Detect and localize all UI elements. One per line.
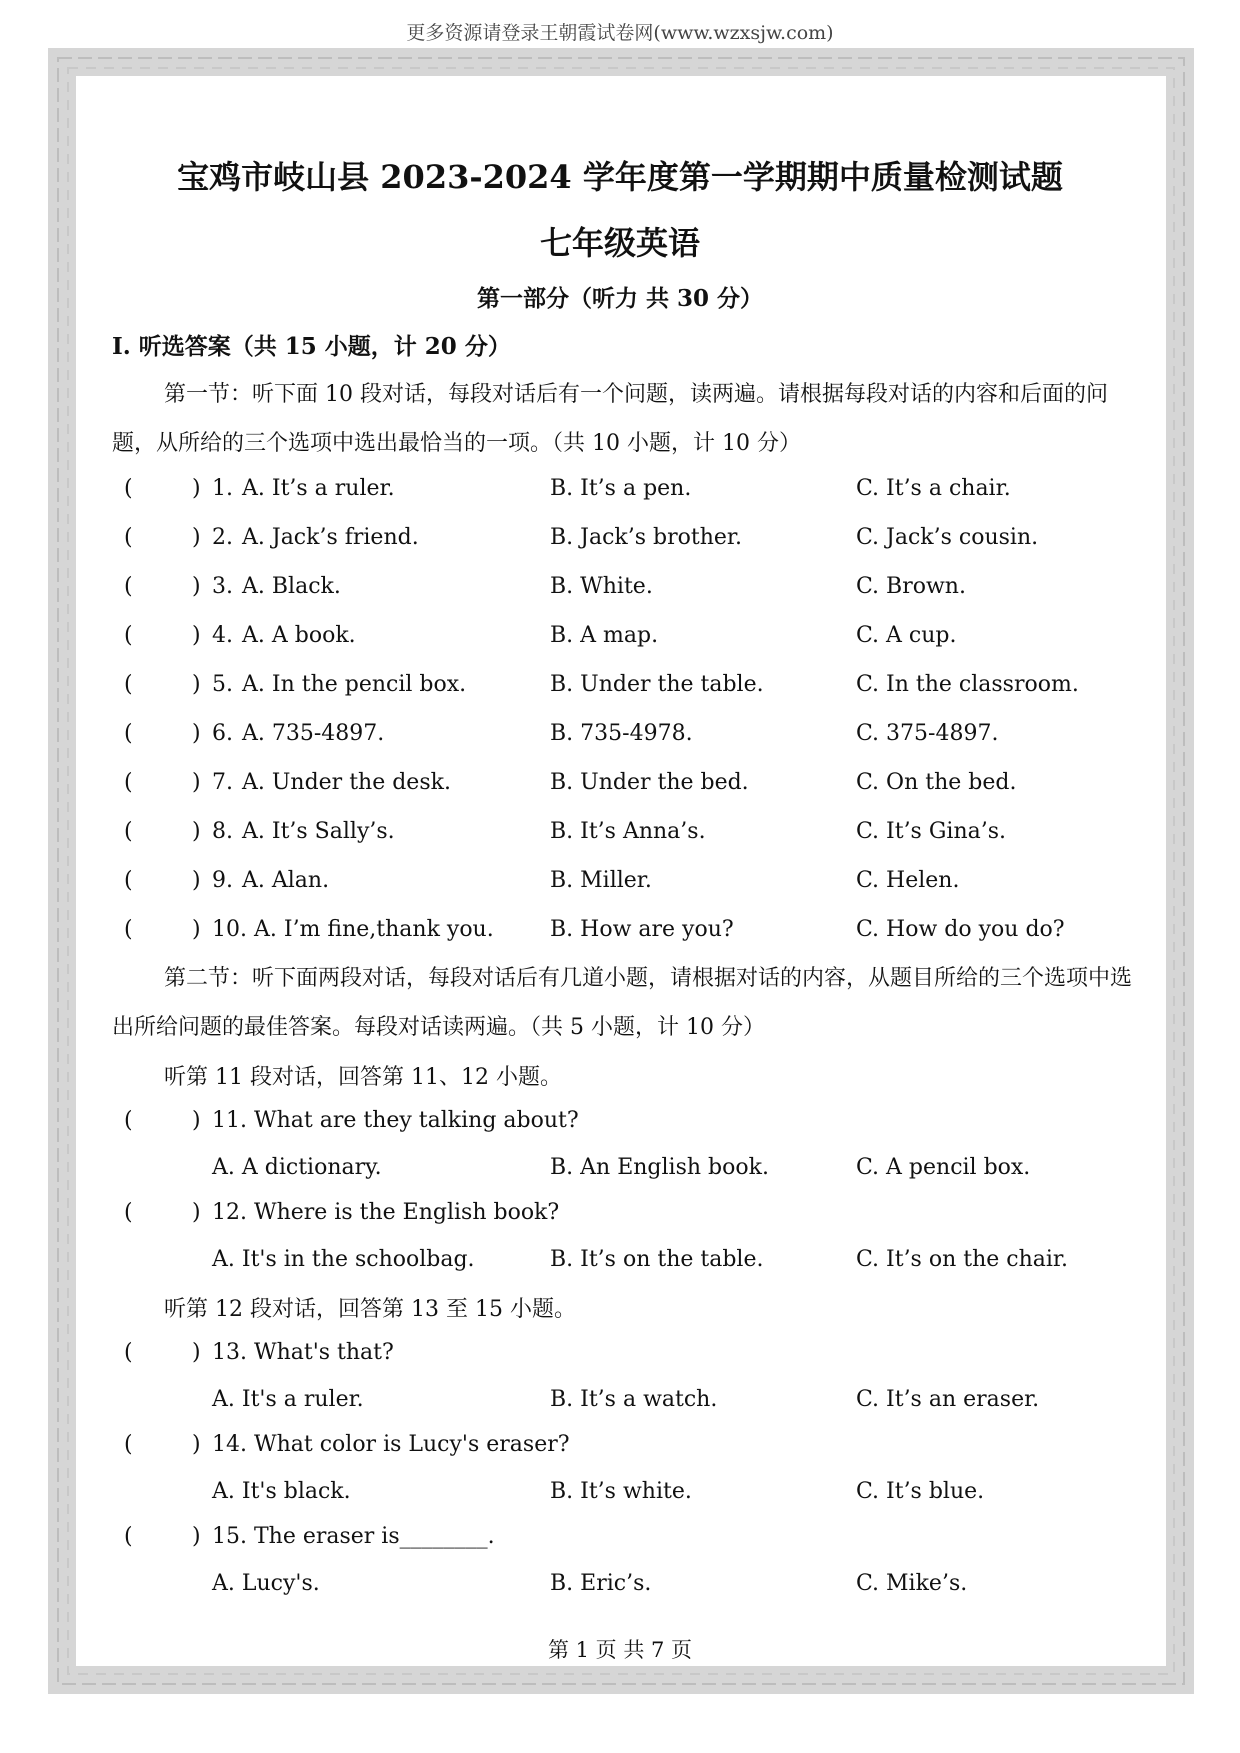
option-b: B. It’s a watch. xyxy=(550,1387,718,1412)
option-a: A. It's in the schoolbag. xyxy=(212,1247,475,1272)
answer-bracket-close: ) xyxy=(192,574,201,599)
option-b: B. It’s white. xyxy=(550,1479,692,1504)
options-row xyxy=(112,1479,1132,1519)
option-b: B. It’s a pen. xyxy=(550,476,692,501)
question-number: 3. xyxy=(212,574,233,599)
option-a: A. In the pencil box. xyxy=(242,672,467,697)
option-b: B. A map. xyxy=(550,623,659,648)
part-heading: 第一部分（听力 共 30 分） xyxy=(476,285,764,312)
options-row xyxy=(112,1247,1132,1287)
question-number: 10. xyxy=(212,917,247,942)
option-b: B. Under the table. xyxy=(550,672,764,697)
answer-bracket-open: ( xyxy=(124,1108,133,1133)
option-a: A. 735-4897. xyxy=(242,721,385,746)
option-a: A. Black. xyxy=(242,574,341,599)
option-c: C. Mike’s. xyxy=(856,1571,968,1596)
question-number: 5. xyxy=(212,672,233,697)
answer-bracket-close: ) xyxy=(192,1524,201,1549)
answer-bracket-close: ) xyxy=(192,1108,201,1133)
answer-bracket-open: ( xyxy=(124,868,133,893)
options-row xyxy=(112,1387,1132,1427)
option-b: B. White. xyxy=(550,574,653,599)
answer-bracket-open: ( xyxy=(124,574,133,599)
answer-bracket-close: ) xyxy=(192,721,201,746)
question-number: 4. xyxy=(212,623,233,648)
option-c: C. It’s an eraser. xyxy=(856,1387,1040,1412)
watermark-text: 更多资源请登录王朝霞试卷网(www.wzxsjw.com) xyxy=(406,22,834,44)
answer-bracket-open: ( xyxy=(124,1200,133,1225)
question-text: 15. The eraser is________. xyxy=(212,1524,495,1549)
option-a: A. Under the desk. xyxy=(242,770,451,795)
answer-bracket-close: ) xyxy=(192,819,201,844)
answer-bracket-open: ( xyxy=(124,1432,133,1457)
option-b: B. Under the bed. xyxy=(550,770,749,795)
option-c: C. It’s blue. xyxy=(856,1479,985,1504)
option-a: A. Jack’s friend. xyxy=(242,525,419,550)
option-a: A. It’s a ruler. xyxy=(242,476,395,501)
question-row xyxy=(112,623,1132,663)
question-number: 2. xyxy=(212,525,233,550)
option-c: C. Helen. xyxy=(856,868,960,893)
option-a: A. Lucy's. xyxy=(212,1571,320,1596)
option-c: C. Brown. xyxy=(856,574,966,599)
answer-bracket-open: ( xyxy=(124,770,133,795)
question-row xyxy=(112,672,1132,712)
option-c: C. It’s a chair. xyxy=(856,476,1011,501)
option-b: B. It’s Anna’s. xyxy=(550,819,706,844)
question-row xyxy=(112,1524,1132,1564)
option-a: A. It's black. xyxy=(212,1479,351,1504)
answer-bracket-open: ( xyxy=(124,476,133,501)
option-c: C. In the classroom. xyxy=(856,672,1079,697)
question-row xyxy=(112,819,1132,859)
question-number: 7. xyxy=(212,770,233,795)
answer-bracket-close: ) xyxy=(192,1432,201,1457)
section1-instructions: 第一节：听下面 10 段对话，每段对话后有一个问题，读两遍。请根据每段对话的内容和后面的问题，从所给的三个选项中选出最恰当的一项。（共 10 小题，计 10 分） xyxy=(112,382,1108,456)
question-number: 9. xyxy=(212,868,233,893)
options-row xyxy=(112,1155,1132,1195)
question-row xyxy=(112,574,1132,614)
option-b: B. Eric’s. xyxy=(550,1571,652,1596)
answer-bracket-close: ) xyxy=(192,623,201,648)
answer-bracket-open: ( xyxy=(124,1524,133,1549)
question-text: 14. What color is Lucy's eraser? xyxy=(212,1432,570,1457)
question-number: 8. xyxy=(212,819,233,844)
option-b: B. An English book. xyxy=(550,1155,769,1180)
answer-bracket-open: ( xyxy=(124,917,133,942)
option-a: A. It's a ruler. xyxy=(212,1387,364,1412)
dialog-11-heading: 听第 11 段对话，回答第 11、12 小题。 xyxy=(164,1065,562,1090)
section-heading: I. 听选答案（共 15 小题，计 20 分） xyxy=(112,333,511,360)
answer-bracket-close: ) xyxy=(192,917,201,942)
answer-bracket-close: ) xyxy=(192,1200,201,1225)
option-a: A. A book. xyxy=(242,623,356,648)
option-a: A. Alan. xyxy=(242,868,330,893)
option-a: A. I’m fine,thank you. xyxy=(254,917,494,942)
question-row xyxy=(112,525,1132,565)
question-row xyxy=(112,476,1132,516)
exam-title: 宝鸡市岐山县 2023-2024 学年度第一学期期中质量检测试题 xyxy=(177,158,1063,196)
answer-bracket-close: ) xyxy=(192,1340,201,1365)
question-text: 12. Where is the English book? xyxy=(212,1200,560,1225)
question-text: 13. What's that? xyxy=(212,1340,394,1365)
question-text: 11. What are they talking about? xyxy=(212,1108,579,1133)
option-a: A. It’s Sally’s. xyxy=(242,819,395,844)
question-row xyxy=(112,721,1132,761)
dialog-12-heading: 听第 12 段对话，回答第 13 至 15 小题。 xyxy=(164,1297,576,1322)
option-c: C. 375-4897. xyxy=(856,721,999,746)
option-c: C. It’s on the chair. xyxy=(856,1247,1069,1272)
answer-bracket-close: ) xyxy=(192,868,201,893)
option-c: C. Jack’s cousin. xyxy=(856,525,1039,550)
answer-bracket-close: ) xyxy=(192,525,201,550)
question-number: 6. xyxy=(212,721,233,746)
question-row xyxy=(112,1340,1132,1380)
answer-bracket-open: ( xyxy=(124,525,133,550)
question-row xyxy=(112,770,1132,810)
answer-bracket-open: ( xyxy=(124,672,133,697)
answer-bracket-open: ( xyxy=(124,1340,133,1365)
answer-bracket-close: ) xyxy=(192,770,201,795)
options-row xyxy=(112,1571,1132,1611)
option-c: C. How do you do? xyxy=(856,917,1065,942)
option-c: C. A cup. xyxy=(856,623,957,648)
question-row xyxy=(112,1108,1132,1148)
option-b: B. Miller. xyxy=(550,868,652,893)
answer-bracket-open: ( xyxy=(124,721,133,746)
page-footer: 第 1 页 共 7 页 xyxy=(547,1638,693,1662)
option-b: B. Jack’s brother. xyxy=(550,525,742,550)
question-row xyxy=(112,1200,1132,1240)
exam-subtitle: 七年级英语 xyxy=(539,224,700,262)
answer-bracket-open: ( xyxy=(124,623,133,648)
answer-bracket-close: ) xyxy=(192,476,201,501)
option-b: B. 735-4978. xyxy=(550,721,693,746)
section2-instructions: 第二节：听下面两段对话，每段对话后有几道小题，请根据对话的内容，从题目所给的三个选项中选出所给问题的最佳答案。每段对话读两遍。（共 5 小题，计 10 分） xyxy=(112,966,1133,1040)
question-row xyxy=(112,1432,1132,1472)
option-b: B. How are you? xyxy=(550,917,734,942)
option-a: A. A dictionary. xyxy=(212,1155,382,1180)
question-row xyxy=(112,917,1132,957)
answer-bracket-open: ( xyxy=(124,819,133,844)
option-c: C. It’s Gina’s. xyxy=(856,819,1007,844)
option-b: B. It’s on the table. xyxy=(550,1247,764,1272)
option-c: C. A pencil box. xyxy=(856,1155,1031,1180)
question-row xyxy=(112,868,1132,908)
option-c: C. On the bed. xyxy=(856,770,1017,795)
question-number: 1. xyxy=(212,476,233,501)
answer-bracket-close: ) xyxy=(192,672,201,697)
